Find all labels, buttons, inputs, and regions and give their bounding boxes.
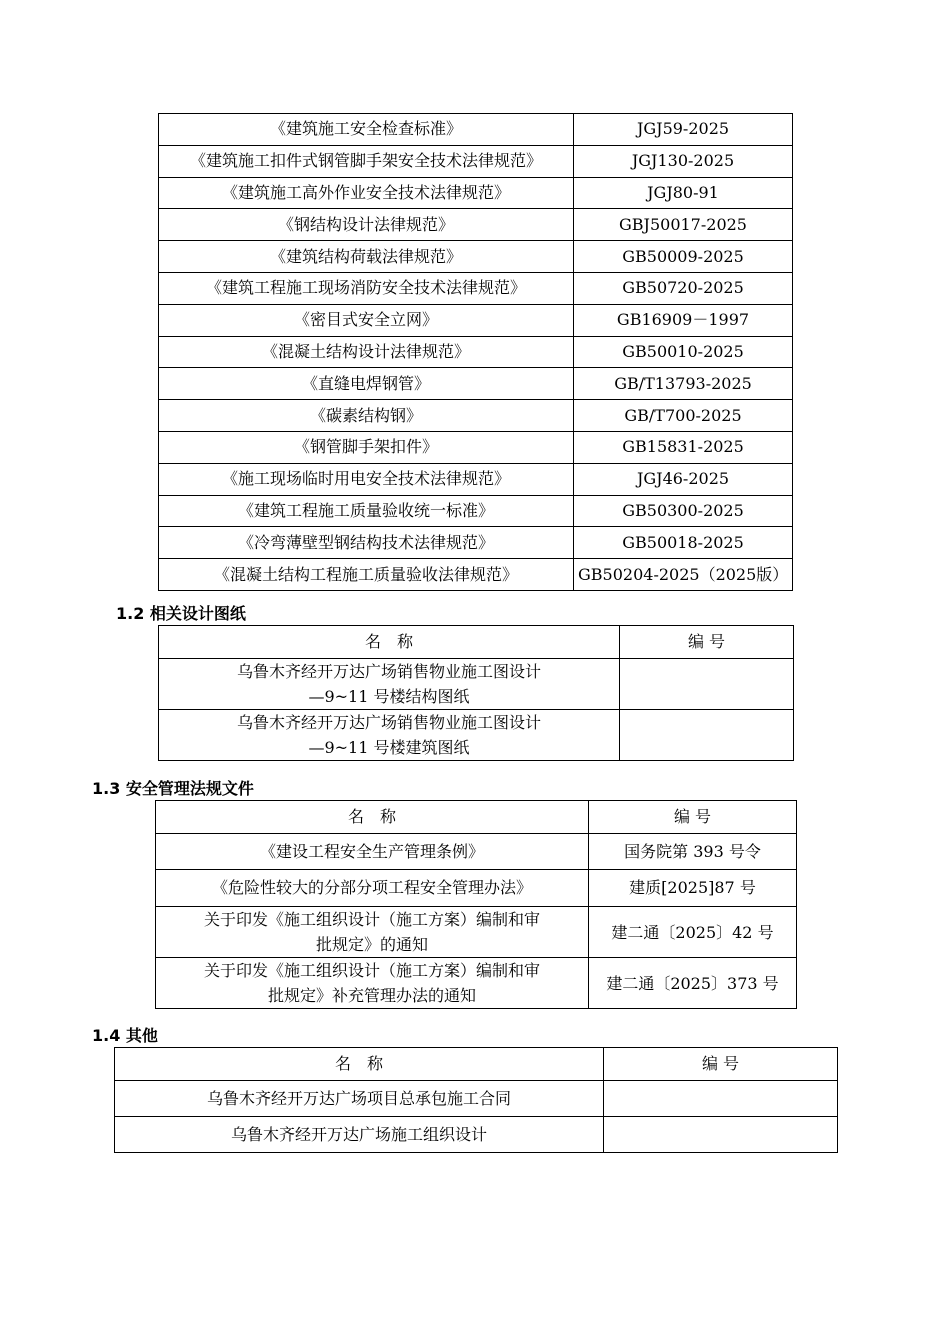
table-row (159, 659, 794, 710)
table-row (159, 559, 793, 591)
table-row (115, 1081, 838, 1117)
standard-code: GB16909－1997 (616, 310, 750, 330)
standards-table (158, 113, 793, 591)
table-row (159, 177, 793, 209)
standard-code: GB/T700-2025 (624, 405, 742, 425)
regulation-name-line1: 关于印发《施工组织设计（施工方案）编制和审 (203, 910, 540, 929)
regulation-name: 《建设工程安全生产管理条例》 (259, 841, 484, 861)
regulation-code: 建质[2025]87 号 (589, 870, 797, 907)
standard-name: 《直缝电焊钢管》 (301, 373, 430, 393)
standard-name: 《钢管脚手架扣件》 (293, 437, 438, 457)
standard-code: JGJ130-2025 (631, 151, 735, 171)
standard-name: 《密目式安全立网》 (293, 310, 438, 330)
table-row (159, 209, 793, 241)
standard-name: 《混凝土结构工程施工质量验收法律规范》 (213, 564, 518, 584)
standard-name: 《混凝土结构设计法律规范》 (261, 341, 470, 361)
other-table (114, 1047, 838, 1153)
standard-code: GBJ50017-2025 (619, 214, 747, 234)
table-header-row (115, 1048, 838, 1081)
standard-code: GB50300-2025 (622, 500, 744, 520)
table-row (159, 368, 793, 400)
drawing-code (620, 659, 794, 710)
table-header-row (156, 801, 797, 834)
table-row (156, 958, 797, 1009)
standard-name: 《碳素结构钢》 (309, 405, 422, 425)
standard-code: GB50018-2025 (622, 532, 744, 552)
column-header-code: 编 号 (589, 801, 797, 834)
column-header-name: 名 称 (115, 1048, 604, 1081)
table-row (156, 907, 797, 958)
table-row (159, 431, 793, 463)
standard-name: 《建筑工程施工质量验收统一标准》 (237, 500, 494, 520)
column-header-code: 编 号 (604, 1048, 838, 1081)
regulation-name-line2: 批规定》的通知 (315, 935, 428, 954)
table-row (159, 114, 793, 146)
standard-code: GB15831-2025 (622, 437, 744, 457)
column-header-name: 名 称 (159, 626, 620, 659)
table-row (159, 272, 793, 304)
drawing-code (620, 710, 794, 761)
section-heading-regulations: 1.3 安全管理法规文件 (92, 779, 254, 798)
table-row (159, 527, 793, 559)
table-row (159, 145, 793, 177)
standard-code: JGJ80-91 (647, 182, 719, 202)
drawing-name-line2: —9~11 号楼建筑图纸 (308, 738, 470, 757)
standard-name: 《冷弯薄壁型钢结构技术法律规范》 (237, 532, 494, 552)
other-code (604, 1117, 838, 1153)
standard-name: 《施工现场临时用电安全技术法律规范》 (221, 469, 510, 489)
standard-code: GB50010-2025 (622, 341, 744, 361)
section-heading-drawings: 1.2 相关设计图纸 (116, 604, 246, 623)
table-row (159, 463, 793, 495)
table-header-row (159, 626, 794, 659)
standard-code: GB50720-2025 (622, 278, 744, 298)
regulation-code: 建二通〔2025〕42 号 (589, 907, 797, 958)
regulation-name: 《危险性较大的分部分项工程安全管理办法》 (211, 878, 532, 897)
table-row (115, 1117, 838, 1153)
table-row (159, 304, 793, 336)
standard-name: 《建筑施工安全检查标准》 (269, 119, 462, 139)
standard-code: GB50204-2025（2025版） (578, 564, 788, 584)
standard-code: GB/T13793-2025 (614, 373, 752, 393)
other-name: 乌鲁木齐经开万达广场施工组织设计 (115, 1117, 604, 1153)
standard-code: JGJ46-2025 (636, 469, 730, 489)
regulation-code: 建二通〔2025〕373 号 (589, 958, 797, 1009)
column-header-code: 编 号 (620, 626, 794, 659)
standard-name: 《建筑施工高外作业安全技术法律规范》 (221, 182, 510, 202)
standard-name: 《建筑工程施工现场消防安全技术法律规范》 (205, 278, 526, 298)
table-row (159, 336, 793, 368)
standard-name: 《建筑结构荷载法律规范》 (269, 246, 462, 266)
column-header-name: 名 称 (156, 801, 589, 834)
table-row (159, 495, 793, 527)
table-row (159, 710, 794, 761)
standard-name: 《建筑施工扣件式钢管脚手架安全技术法律规范》 (189, 151, 542, 171)
table-row (159, 241, 793, 273)
regulation-name-line1: 关于印发《施工组织设计（施工方案）编制和审 (203, 961, 540, 980)
other-code (604, 1081, 838, 1117)
drawing-name-line2: —9~11 号楼结构图纸 (308, 687, 470, 706)
regulations-table (155, 800, 797, 1009)
table-row (156, 834, 797, 870)
drawings-table (158, 625, 794, 761)
section-heading-other: 1.4 其他 (92, 1026, 158, 1045)
regulation-code: 国务院第 393 号令 (589, 834, 797, 870)
table-row (159, 400, 793, 432)
drawing-name-line1: 乌鲁木齐经开万达广场销售物业施工图设计 (236, 713, 541, 732)
other-name: 乌鲁木齐经开万达广场项目总承包施工合同 (115, 1081, 604, 1117)
standard-code: JGJ59-2025 (636, 119, 730, 139)
drawing-name-line1: 乌鲁木齐经开万达广场销售物业施工图设计 (236, 662, 541, 681)
standard-name: 《钢结构设计法律规范》 (277, 214, 454, 234)
regulation-name-line2: 批规定》补充管理办法的通知 (267, 986, 476, 1005)
table-row (156, 870, 797, 907)
standard-code: GB50009-2025 (622, 246, 744, 266)
